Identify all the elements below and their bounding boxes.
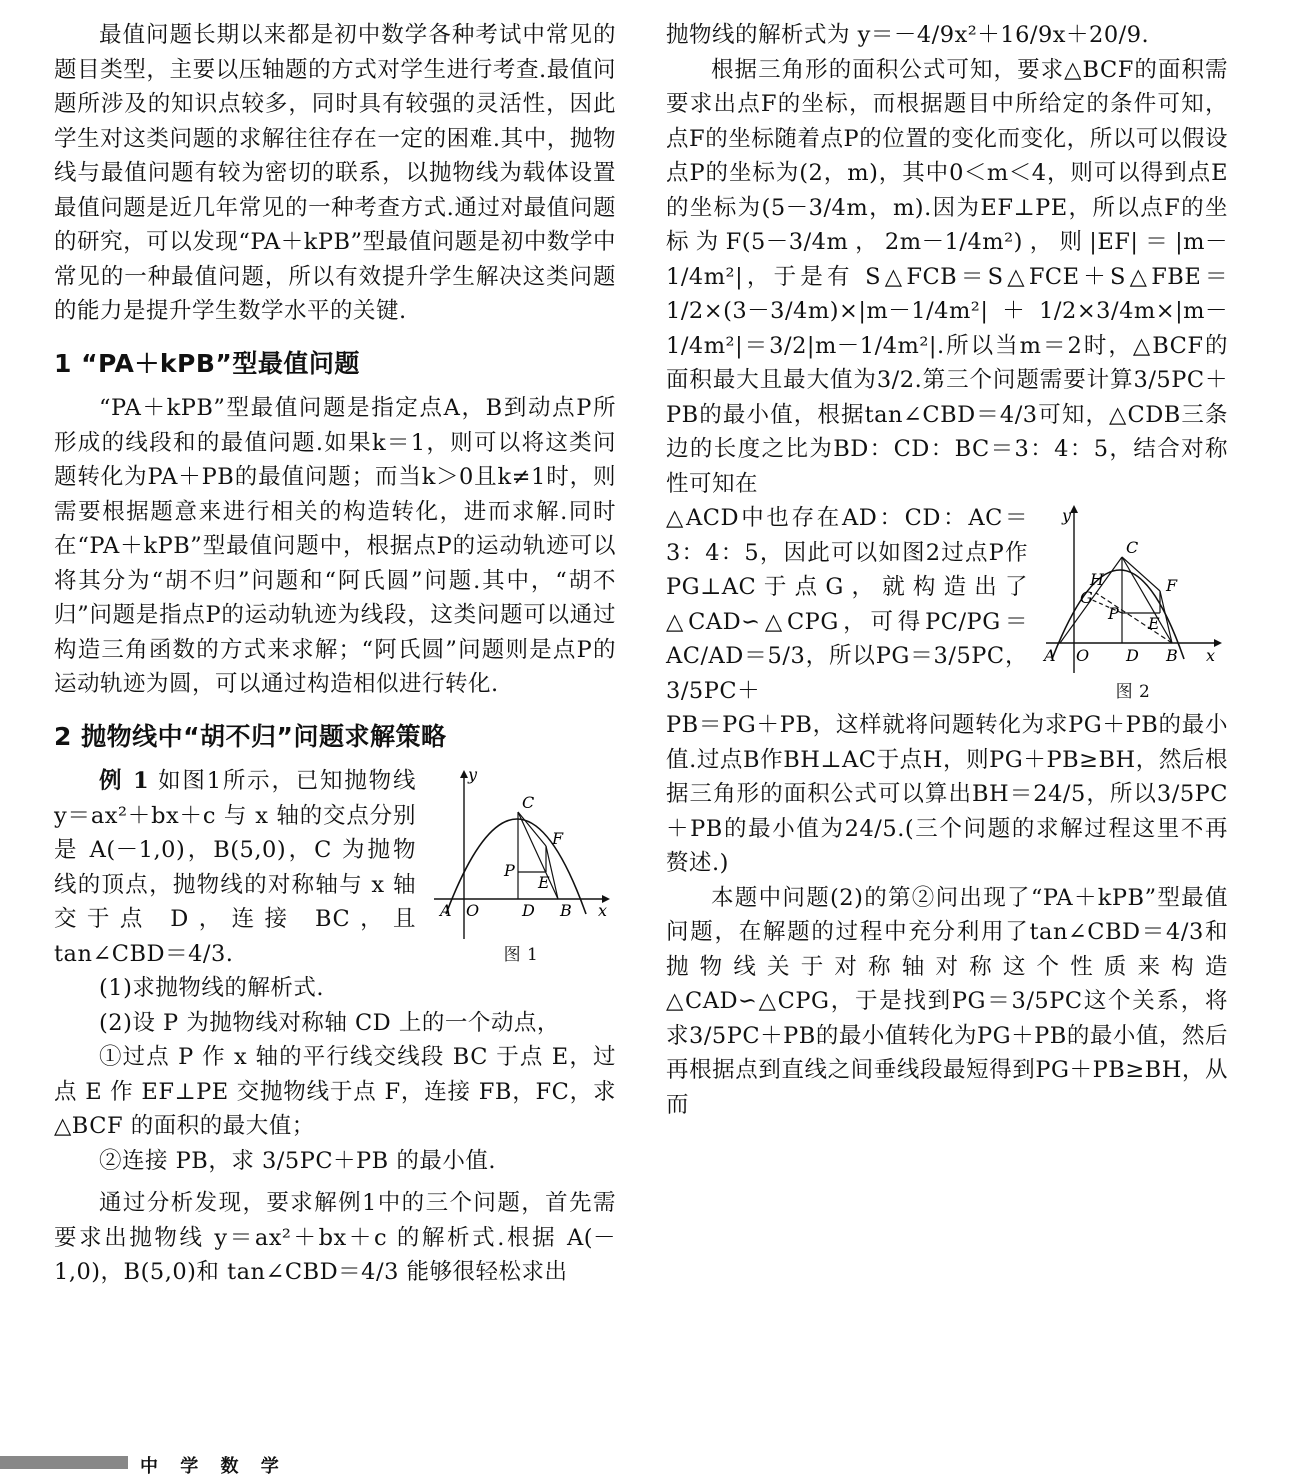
analysis-paragraph: 通过分析发现，要求解例1中的三个问题，首先需要求出抛物线 y＝ax²＋bx＋c 的解析式.根据 A(－1,0)，B(5,0)和 tan∠CBD＝4/3 能够很轻松求出 xyxy=(54,1190,616,1285)
fig1-label-p: P xyxy=(504,861,516,880)
fig2-label-a: A xyxy=(1044,646,1057,665)
fig1-label-x: x xyxy=(598,901,608,920)
fig1-label-b: B xyxy=(560,901,573,920)
section-heading-1: 1 “PA＋kPB”型最值问题 xyxy=(54,348,360,378)
fig1-label-e: E xyxy=(538,873,551,892)
example-1-label: 例 1 xyxy=(99,768,150,794)
question-1: (1)求抛物线的解析式. xyxy=(99,975,325,1001)
footer-bar xyxy=(0,1456,128,1469)
parabola-result: 抛物线的解析式为 y＝－4/9x²＋16/9x＋20/9. xyxy=(666,22,1150,48)
question-2a: ①过点 P 作 x 轴的平行线交线段 BC 于点 E，过点 E 作 EF⊥PE 交抛物线于点 F，连接 FB，FC，求△BCF 的面积的最大值； xyxy=(54,1044,616,1139)
solution-paragraph-1: 根据三角形的面积公式可知，要求△BCF的面积需要求出点F的坐标，而根据题目中所给定的条件可知，点F的坐标随着点P的位置的变化而变化，所以可以假设点P的坐标为(2，m)，其中0＜m＜4，则可以得到点E的坐标为(5－3/4m，m).因为EF⊥PE，所以点F的坐标为F(5－3/4m，2m－1/4m²)，则|EF|＝|m－1/4m²|，于是有 S△FCB＝S△FCE＋S△FBE＝1/2×(3－3/4m)×|m－1/4m²|＋1/2×3/4m×|m－1/4m²|＝3/2|m－1/4m²|.所以当m＝2时，△BCF的面积最大且最大值为3/2.第三个问题需要计算3/5PC＋PB的最小值，根据tan∠CBD＝4/3可知，△CDB三条边的长度之比为BD：CD：BC＝3：4：5，结合对称性可知在 xyxy=(666,56,1228,497)
fig2-label-d: D xyxy=(1126,646,1140,665)
right-column xyxy=(666,18,1228,1122)
figure-2-diagram xyxy=(1038,501,1228,681)
section-heading-2: 2 抛物线中“胡不归”问题求解策略 xyxy=(54,721,447,751)
left-column xyxy=(54,18,616,1290)
fig2-label-o: O xyxy=(1076,646,1090,665)
solution-paragraph-2: △ACD中也存在AD：CD：AC＝3：4：5，因此可以如图2过点P作PG⊥AC于点G，就构造出了△CAD∽△CPG，可得PC/PG＝AC/AD＝5/3，所以PG＝3/5PC，3/5PC＋ xyxy=(666,505,1028,704)
fig1-label-c: C xyxy=(522,793,535,812)
question-2b: ②连接 PB，求 3/5PC＋PB 的最小值. xyxy=(99,1147,497,1174)
fig2-label-c: C xyxy=(1126,538,1139,557)
fig1-label-d: D xyxy=(522,901,536,920)
fig2-label-x: x xyxy=(1206,646,1216,665)
intro-paragraph: 最值问题长期以来都是初中数学各种考试中常见的题目类型，主要以压轴题的方式对学生进行考查.最值问题所涉及的知识点较多，同时具有较强的灵活性，因此学生对这类问题的求解往往存在一定的困难.其中，抛物线与最值问题有较为密切的联系，以抛物线为载体设置最值问题是近几年常见的一种考查方式.通过对最值问题的研究，可以发现“PA＋kPB”型最值问题是初中数学中常见的一种最值问题，所以有效提升学生解决这类问题的能力是提升学生数学水平的关键. xyxy=(54,22,616,324)
figure-1 xyxy=(426,764,616,966)
example-1-text: 如图1所示，已知抛物线 y＝ax²＋bx＋c 与 x 轴的交点分别是 A(－1,0)，B(5,0)，C 为抛物线的顶点，抛物线的对称轴与 x 轴交于点 D，连接 BC，且 tan∠CBD＝4/3. xyxy=(54,768,416,967)
fig2-label-f: F xyxy=(1166,576,1178,595)
fig1-label-o: O xyxy=(466,901,480,920)
fig2-label-p: P xyxy=(1108,604,1120,623)
section-1-paragraph: “PA＋kPB”型最值问题是指定点A，B到动点P所形成的线段和的最值问题.如果k＝1，则可以将这类问题转化为PA＋PB的最值问题；而当k＞0且k≠1时，则需要根据题意来进行相关的构造转化，进而求解.同时在“PA＋kPB”型最值问题中，根据点P的运动轨迹可以将其分为“胡不归”问题和“阿氏圆”问题.其中，“胡不归”问题是指点P的运动轨迹为线段，这类问题可以通过构造三角函数的方式来求解；“阿氏圆”问题则是点P的运动轨迹为圆，可以通过构造相似进行转化. xyxy=(54,395,616,697)
summary-paragraph: 本题中问题(2)的第②问出现了“PA＋kPB”型最值问题，在解题的过程中充分利用了tan∠CBD＝4/3和抛物线关于对称轴对称这个性质来构造△CAD∽△CPG，于是找到PG＝3/5PC这个关系，将求3/5PC＋PB的最小值转化为PG＋PB的最小值，然后再根据点到直线之间垂线段最短得到PG＋PB≥BH，从而 xyxy=(666,884,1228,1118)
fig1-label-a: A xyxy=(440,901,453,920)
fig2-label-h: H xyxy=(1090,570,1105,589)
figure-2-caption: 图 2 xyxy=(1115,682,1151,702)
figure-2 xyxy=(1038,501,1228,703)
fig2-label-g: G xyxy=(1080,588,1094,607)
figure-1-diagram xyxy=(426,764,616,944)
figure-1-caption: 图 1 xyxy=(503,945,539,965)
fig2-label-y: y xyxy=(1062,506,1072,525)
fig2-label-b: B xyxy=(1166,646,1179,665)
footer-mark: 中 学 数 学 xyxy=(140,1456,287,1477)
fig1-label-y: y xyxy=(468,765,478,784)
question-2: (2)设 P 为抛物线对称轴 CD 上的一个动点， xyxy=(99,1009,560,1036)
fig1-label-f: F xyxy=(552,829,564,848)
fig2-label-e: E xyxy=(1148,614,1161,633)
solution-paragraph-3: PB＝PG＋PB，这样就将问题转化为求PG＋PB的最小值.过点B作BH⊥AC于点H，则PG＋PB≥BH，然后根据三角形的面积公式可以算出BH＝24/5，所以3/5PC＋PB的最小值为24/5.(三个问题的求解过程这里不再赘述.) xyxy=(666,712,1228,876)
